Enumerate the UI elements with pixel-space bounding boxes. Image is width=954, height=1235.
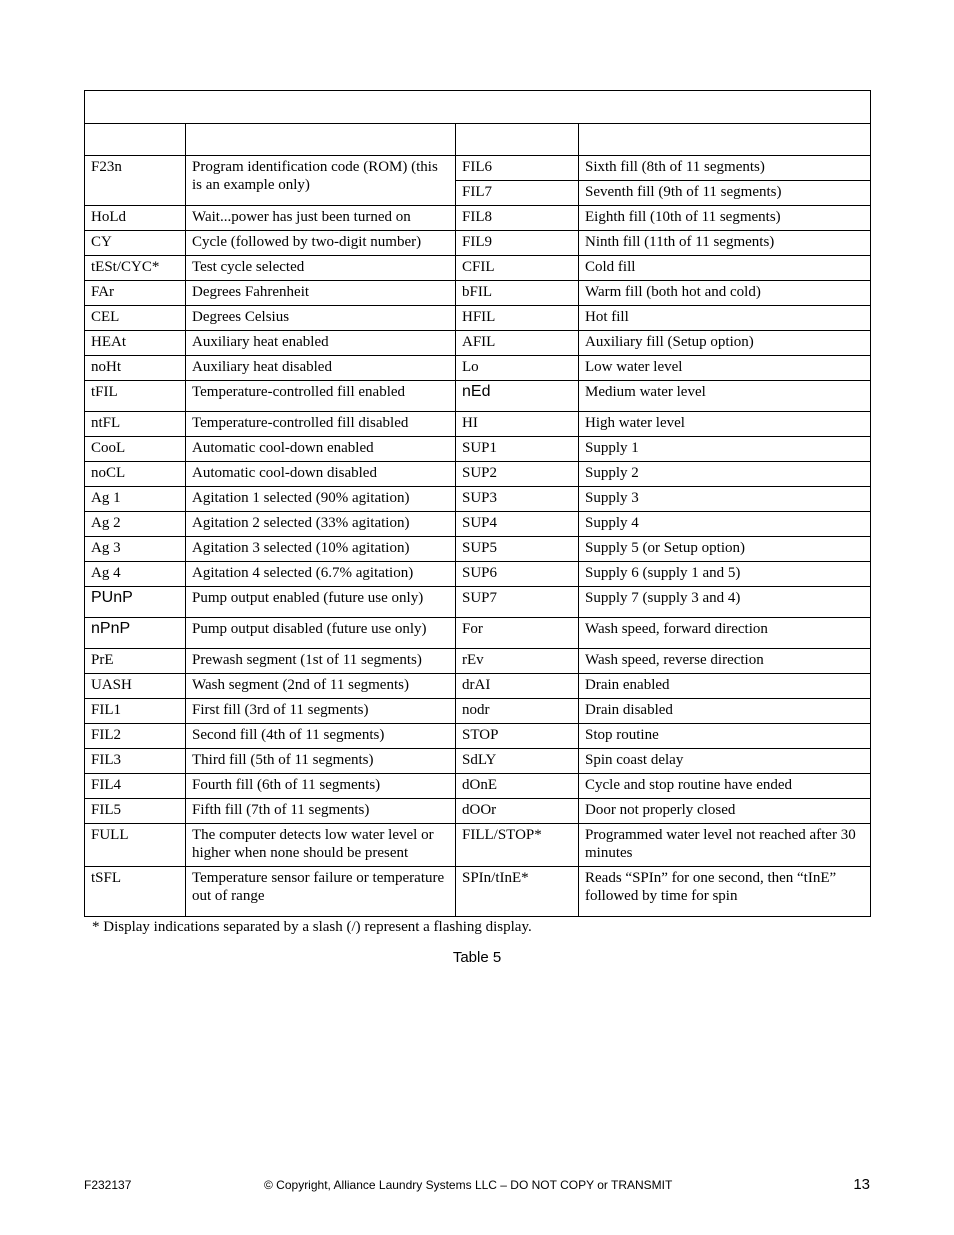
description-cell: Temperature-controlled fill enabled — [186, 381, 456, 412]
description-cell: Wash speed, forward direction — [579, 618, 871, 649]
description-cell: Supply 4 — [579, 512, 871, 537]
display-code-cell: PUnP — [85, 587, 186, 618]
table-header-row — [85, 124, 871, 156]
table-row — [85, 562, 871, 587]
display-code-cell: ntFL — [85, 412, 186, 437]
display-code-cell: FIL5 — [85, 799, 186, 824]
description-cell: Supply 2 — [579, 462, 871, 487]
description-cell: Supply 1 — [579, 437, 871, 462]
table-row — [85, 649, 871, 674]
table-title — [85, 91, 871, 124]
display-code-cell: HFIL — [456, 306, 579, 331]
description-cell: Fifth fill (7th of 11 segments) — [186, 799, 456, 824]
display-code-cell: FIL7 — [456, 181, 579, 206]
display-code-cell: Ag 3 — [85, 537, 186, 562]
description-cell: Spin coast delay — [579, 749, 871, 774]
description-cell: High water level — [579, 412, 871, 437]
display-code-cell: SUP1 — [456, 437, 579, 462]
display-code-cell: dOOr — [456, 799, 579, 824]
display-code-cell: FIL3 — [85, 749, 186, 774]
header-cell — [186, 124, 456, 156]
table-row — [85, 774, 871, 799]
display-code-cell: bFIL — [456, 281, 579, 306]
display-code-cell: FIL1 — [85, 699, 186, 724]
table-row — [85, 487, 871, 512]
description-cell: Automatic cool-down disabled — [186, 462, 456, 487]
table-row — [85, 206, 871, 231]
display-code-cell: SUP5 — [456, 537, 579, 562]
display-codes-table — [84, 90, 871, 917]
description-cell: Automatic cool-down enabled — [186, 437, 456, 462]
description-cell: Drain disabled — [579, 699, 871, 724]
table-row — [85, 231, 871, 256]
display-code-cell: HoLd — [85, 206, 186, 231]
description-cell: Agitation 1 selected (90% agitation) — [186, 487, 456, 512]
display-code-cell: FAr — [85, 281, 186, 306]
description-cell: Eighth fill (10th of 11 segments) — [579, 206, 871, 231]
table-row — [85, 512, 871, 537]
description-cell: Temperature sensor failure or temperature out of range — [186, 867, 456, 917]
display-code-cell: SUP2 — [456, 462, 579, 487]
description-cell: Hot fill — [579, 306, 871, 331]
display-code-cell: nPnP — [85, 618, 186, 649]
table-row — [85, 674, 871, 699]
display-code-cell: tFIL — [85, 381, 186, 412]
display-code-cell: CY — [85, 231, 186, 256]
display-code-cell: HEAt — [85, 331, 186, 356]
table-row — [85, 867, 871, 917]
display-code-cell: tSFL — [85, 867, 186, 917]
description-cell: Reads “SPIn” for one second, then “tInE” followed by time for spin — [579, 867, 871, 917]
display-code-cell: F23n — [85, 156, 186, 206]
table-row — [85, 156, 871, 181]
display-code-cell: CFIL — [456, 256, 579, 281]
display-code-cell: FIL8 — [456, 206, 579, 231]
display-code-cell: noCL — [85, 462, 186, 487]
page-number: 13 — [853, 1176, 870, 1193]
display-code-cell: FIL6 — [456, 156, 579, 181]
table-row — [85, 587, 871, 618]
description-cell: Program identification code (ROM) (this is an example only) — [186, 156, 456, 206]
display-code-cell: Ag 1 — [85, 487, 186, 512]
description-cell: Stop routine — [579, 724, 871, 749]
display-code-cell: UASH — [85, 674, 186, 699]
display-code-cell: SPIn/tInE* — [456, 867, 579, 917]
display-code-cell: SUP6 — [456, 562, 579, 587]
description-cell: Warm fill (both hot and cold) — [579, 281, 871, 306]
display-code-cell: SUP3 — [456, 487, 579, 512]
display-code-cell: FILL/STOP* — [456, 824, 579, 867]
description-cell: Supply 6 (supply 1 and 5) — [579, 562, 871, 587]
document-number: F232137 — [84, 1178, 132, 1192]
display-code-cell: Lo — [456, 356, 579, 381]
display-code-cell: noHt — [85, 356, 186, 381]
description-cell: Fourth fill (6th of 11 segments) — [186, 774, 456, 799]
copyright-notice: © Copyright, Alliance Laundry Systems LLC – DO NOT COPY or TRANSMIT — [264, 1178, 673, 1192]
description-cell: Low water level — [579, 356, 871, 381]
description-cell: Wait...power has just been turned on — [186, 206, 456, 231]
display-code-cell: rEv — [456, 649, 579, 674]
header-cell — [456, 124, 579, 156]
display-code-cell: PrE — [85, 649, 186, 674]
display-code-cell: SUP7 — [456, 587, 579, 618]
description-cell: Cycle and stop routine have ended — [579, 774, 871, 799]
header-cell — [579, 124, 871, 156]
description-cell: Seventh fill (9th of 11 segments) — [579, 181, 871, 206]
description-cell: Sixth fill (8th of 11 segments) — [579, 156, 871, 181]
table-row — [85, 331, 871, 356]
display-code-cell: Ag 2 — [85, 512, 186, 537]
table-row — [85, 618, 871, 649]
display-code-cell: SdLY — [456, 749, 579, 774]
description-cell: Agitation 3 selected (10% agitation) — [186, 537, 456, 562]
table-row — [85, 306, 871, 331]
description-cell: Test cycle selected — [186, 256, 456, 281]
display-code-cell: tESt/CYC* — [85, 256, 186, 281]
display-code-cell: FIL4 — [85, 774, 186, 799]
description-cell: The computer detects low water level or higher when none should be present — [186, 824, 456, 867]
display-code-cell: Ag 4 — [85, 562, 186, 587]
table-row — [85, 724, 871, 749]
display-code-cell: STOP — [456, 724, 579, 749]
display-code-cell: nEd — [456, 381, 579, 412]
description-cell: Second fill (4th of 11 segments) — [186, 724, 456, 749]
description-cell: Ninth fill (11th of 11 segments) — [579, 231, 871, 256]
description-cell: Agitation 2 selected (33% agitation) — [186, 512, 456, 537]
display-code-cell: CooL — [85, 437, 186, 462]
description-cell: Cycle (followed by two-digit number) — [186, 231, 456, 256]
table-row — [85, 824, 871, 867]
description-cell: Auxiliary heat disabled — [186, 356, 456, 381]
display-code-cell: dOnE — [456, 774, 579, 799]
table-row — [85, 799, 871, 824]
table-row — [85, 281, 871, 306]
description-cell: Cold fill — [579, 256, 871, 281]
table-row — [85, 537, 871, 562]
description-cell: Drain enabled — [579, 674, 871, 699]
description-cell: Pump output disabled (future use only) — [186, 618, 456, 649]
table-title-row — [85, 91, 871, 124]
display-code-cell: For — [456, 618, 579, 649]
description-cell: Temperature-controlled fill disabled — [186, 412, 456, 437]
display-code-cell: FULL — [85, 824, 186, 867]
description-cell: Supply 3 — [579, 487, 871, 512]
display-code-cell: AFIL — [456, 331, 579, 356]
display-code-cell: CEL — [85, 306, 186, 331]
description-cell: Supply 5 (or Setup option) — [579, 537, 871, 562]
description-cell: Agitation 4 selected (6.7% agitation) — [186, 562, 456, 587]
table-row — [85, 381, 871, 412]
description-cell: Medium water level — [579, 381, 871, 412]
display-code-cell: nodr — [456, 699, 579, 724]
display-code-cell: FIL2 — [85, 724, 186, 749]
table-row — [85, 356, 871, 381]
table-row — [85, 749, 871, 774]
table-row — [85, 437, 871, 462]
description-cell: Supply 7 (supply 3 and 4) — [579, 587, 871, 618]
description-cell: Degrees Fahrenheit — [186, 281, 456, 306]
table-caption: Table 5 — [452, 949, 502, 966]
table-row — [85, 699, 871, 724]
description-cell: Wash speed, reverse direction — [579, 649, 871, 674]
display-code-cell: FIL9 — [456, 231, 579, 256]
header-cell — [85, 124, 186, 156]
description-cell: Door not properly closed — [579, 799, 871, 824]
display-code-cell: drAI — [456, 674, 579, 699]
description-cell: Pump output enabled (future use only) — [186, 587, 456, 618]
display-code-cell: HI — [456, 412, 579, 437]
table-row — [85, 462, 871, 487]
description-cell: Auxiliary heat enabled — [186, 331, 456, 356]
footnote: * Display indications separated by a slash (/) represent a flashing display. — [92, 919, 532, 935]
description-cell: Degrees Celsius — [186, 306, 456, 331]
description-cell: Auxiliary fill (Setup option) — [579, 331, 871, 356]
display-code-cell: SUP4 — [456, 512, 579, 537]
table-row — [85, 412, 871, 437]
description-cell: Programmed water level not reached after 30 minutes — [579, 824, 871, 867]
description-cell: First fill (3rd of 11 segments) — [186, 699, 456, 724]
description-cell: Third fill (5th of 11 segments) — [186, 749, 456, 774]
description-cell: Prewash segment (1st of 11 segments) — [186, 649, 456, 674]
table-row — [85, 256, 871, 281]
description-cell: Wash segment (2nd of 11 segments) — [186, 674, 456, 699]
